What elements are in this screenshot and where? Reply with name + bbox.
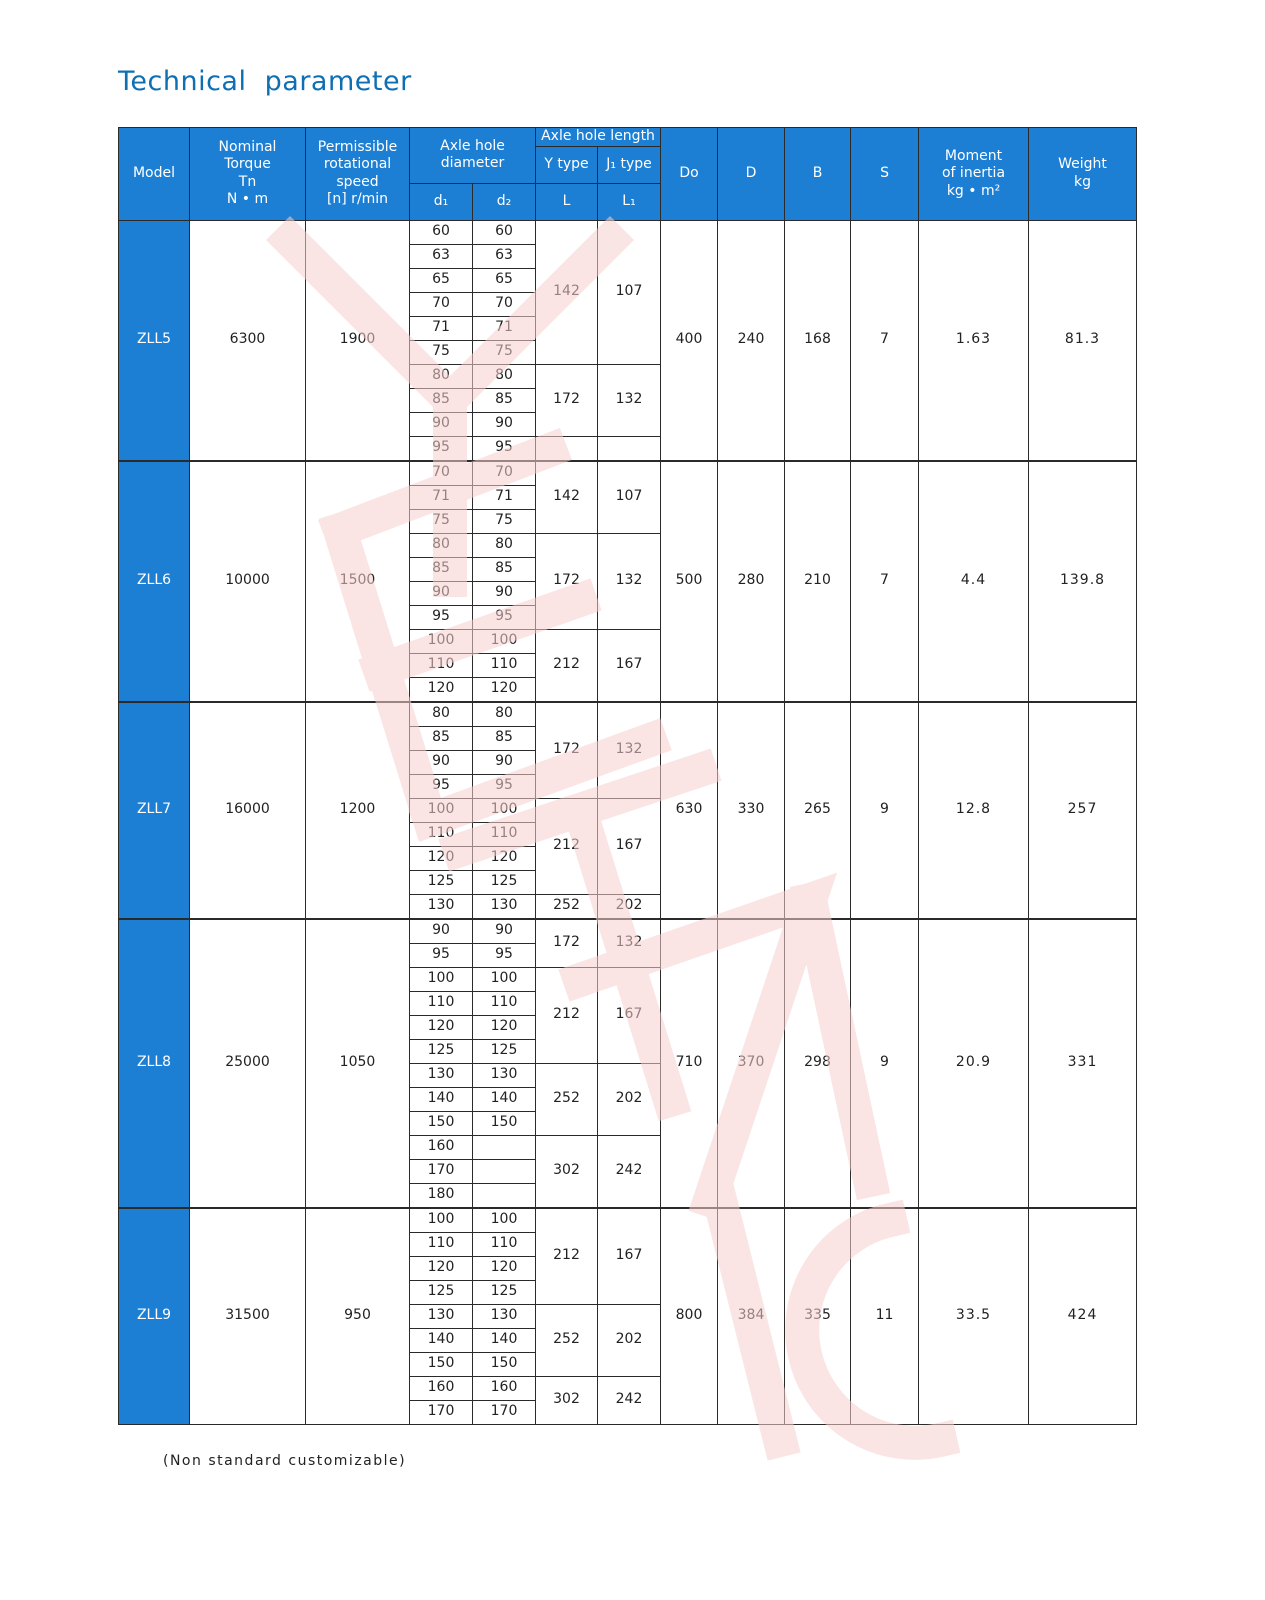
model-cell: ZLL8 (119, 919, 190, 1208)
model-cell: ZLL5 (119, 220, 190, 461)
d2-cell (473, 1183, 536, 1208)
model-cell: ZLL9 (119, 1208, 190, 1425)
d1-cell: 110 (410, 822, 473, 846)
speed-cell: 1050 (306, 919, 410, 1208)
model-cell: ZLL6 (119, 461, 190, 702)
d1-cell: 63 (410, 244, 473, 268)
header-y-type: Y type (536, 146, 598, 183)
d1-cell: 100 (410, 1208, 473, 1233)
d1-cell: 80 (410, 702, 473, 727)
weight-cell: 257 (1029, 702, 1137, 919)
header-moment-of-inertia: Moment of inertia kg • m² (919, 128, 1029, 221)
d1-cell: 90 (410, 919, 473, 944)
d2-cell: 120 (473, 1256, 536, 1280)
l1-cell: 167 (598, 967, 661, 1063)
l-cell: 252 (536, 1063, 598, 1135)
l1-cell: 242 (598, 1135, 661, 1208)
d2-cell: 71 (473, 485, 536, 509)
d1-cell: 95 (410, 774, 473, 798)
l-cell: 172 (536, 919, 598, 968)
d1-cell: 130 (410, 894, 473, 919)
d1-cell: 110 (410, 991, 473, 1015)
d2-cell: 100 (473, 967, 536, 991)
d1-cell: 120 (410, 677, 473, 702)
d1-cell: 71 (410, 485, 473, 509)
d2-cell: 95 (473, 774, 536, 798)
s-cell: 7 (851, 220, 919, 461)
d2-cell: 90 (473, 412, 536, 436)
d2-cell: 85 (473, 388, 536, 412)
torque-cell: 6300 (190, 220, 306, 461)
weight-cell: 81.3 (1029, 220, 1137, 461)
inertia-cell: 12.8 (919, 702, 1029, 919)
d1-cell: 80 (410, 533, 473, 557)
d1-cell: 125 (410, 1280, 473, 1304)
d-cell: 280 (718, 461, 785, 702)
d2-cell: 130 (473, 1304, 536, 1328)
d2-cell: 125 (473, 1280, 536, 1304)
d2-cell: 75 (473, 509, 536, 533)
l1-cell: 242 (598, 1376, 661, 1424)
d2-cell: 120 (473, 846, 536, 870)
d2-cell: 110 (473, 1232, 536, 1256)
d1-cell: 90 (410, 412, 473, 436)
d1-cell: 120 (410, 1015, 473, 1039)
table-row (119, 919, 1137, 944)
d1-cell: 85 (410, 557, 473, 581)
d1-cell: 70 (410, 292, 473, 316)
d2-cell: 125 (473, 1039, 536, 1063)
inertia-cell: 4.4 (919, 461, 1029, 702)
d2-cell: 80 (473, 702, 536, 727)
d2-cell: 85 (473, 557, 536, 581)
d1-cell: 150 (410, 1352, 473, 1376)
l-cell (536, 436, 598, 461)
do-cell: 500 (661, 461, 718, 702)
d2-cell: 140 (473, 1328, 536, 1352)
header-l1: L₁ (598, 183, 661, 220)
l-cell: 172 (536, 364, 598, 436)
d1-cell: 75 (410, 340, 473, 364)
d1-cell: 85 (410, 388, 473, 412)
d1-cell: 65 (410, 268, 473, 292)
weight-cell: 331 (1029, 919, 1137, 1208)
d-cell: 330 (718, 702, 785, 919)
l-cell: 252 (536, 1304, 598, 1376)
d2-cell: 95 (473, 605, 536, 629)
d1-cell: 125 (410, 1039, 473, 1063)
d1-cell: 90 (410, 581, 473, 605)
s-cell: 9 (851, 702, 919, 919)
d2-cell: 120 (473, 1015, 536, 1039)
d1-cell: 170 (410, 1400, 473, 1424)
speed-cell: 1200 (306, 702, 410, 919)
d2-cell: 150 (473, 1111, 536, 1135)
d1-cell: 100 (410, 798, 473, 822)
d1-cell: 180 (410, 1183, 473, 1208)
d1-cell: 140 (410, 1087, 473, 1111)
d2-cell: 160 (473, 1376, 536, 1400)
header-axle-hole-length: Axle hole length (536, 128, 661, 147)
s-cell: 9 (851, 919, 919, 1208)
l-cell: 302 (536, 1376, 598, 1424)
d2-cell: 170 (473, 1400, 536, 1424)
l1-cell: 132 (598, 702, 661, 799)
d1-cell: 130 (410, 1063, 473, 1087)
l-cell: 212 (536, 629, 598, 702)
l1-cell: 167 (598, 798, 661, 894)
d2-cell (473, 1159, 536, 1183)
d1-cell: 140 (410, 1328, 473, 1352)
torque-cell: 31500 (190, 1208, 306, 1425)
l1-cell: 132 (598, 533, 661, 629)
d2-cell: 125 (473, 870, 536, 894)
do-cell: 400 (661, 220, 718, 461)
l-cell: 142 (536, 220, 598, 364)
inertia-cell: 1.63 (919, 220, 1029, 461)
b-cell: 335 (785, 1208, 851, 1425)
header-d: D (718, 128, 785, 221)
d2-cell: 100 (473, 798, 536, 822)
d1-cell: 170 (410, 1159, 473, 1183)
torque-cell: 16000 (190, 702, 306, 919)
s-cell: 11 (851, 1208, 919, 1425)
d2-cell: 120 (473, 677, 536, 702)
do-cell: 630 (661, 702, 718, 919)
inertia-cell: 20.9 (919, 919, 1029, 1208)
b-cell: 298 (785, 919, 851, 1208)
l1-cell: 167 (598, 629, 661, 702)
d1-cell: 125 (410, 870, 473, 894)
l-cell: 172 (536, 702, 598, 799)
d2-cell: 95 (473, 943, 536, 967)
d1-cell: 95 (410, 605, 473, 629)
d2-cell: 100 (473, 629, 536, 653)
d1-cell: 110 (410, 1232, 473, 1256)
d1-cell: 150 (410, 1111, 473, 1135)
l1-cell: 202 (598, 1304, 661, 1376)
l1-cell (598, 436, 661, 461)
d2-cell: 140 (473, 1087, 536, 1111)
b-cell: 265 (785, 702, 851, 919)
footnote: (Non standard customizable) (163, 1453, 407, 1469)
d2-cell: 90 (473, 750, 536, 774)
l1-cell: 107 (598, 461, 661, 534)
l-cell: 142 (536, 461, 598, 534)
d1-cell: 71 (410, 316, 473, 340)
d2-cell: 85 (473, 726, 536, 750)
header-l: L (536, 183, 598, 220)
header-b: B (785, 128, 851, 221)
d2-cell (473, 1135, 536, 1159)
l1-cell: 202 (598, 1063, 661, 1135)
d2-cell: 80 (473, 533, 536, 557)
d2-cell: 110 (473, 991, 536, 1015)
speed-cell: 1500 (306, 461, 410, 702)
d2-cell: 80 (473, 364, 536, 388)
torque-cell: 25000 (190, 919, 306, 1208)
d2-cell: 70 (473, 292, 536, 316)
d2-cell: 75 (473, 340, 536, 364)
d1-cell: 120 (410, 846, 473, 870)
d2-cell: 70 (473, 461, 536, 486)
d2-cell: 110 (473, 822, 536, 846)
d2-cell: 90 (473, 581, 536, 605)
speed-cell: 950 (306, 1208, 410, 1425)
header-weight: Weight kg (1029, 128, 1137, 221)
weight-cell: 424 (1029, 1208, 1137, 1425)
l-cell: 212 (536, 1208, 598, 1305)
d1-cell: 100 (410, 629, 473, 653)
table-row (119, 220, 1137, 244)
weight-cell: 139.8 (1029, 461, 1137, 702)
torque-cell: 10000 (190, 461, 306, 702)
d1-cell: 110 (410, 653, 473, 677)
d2-cell: 130 (473, 894, 536, 919)
b-cell: 210 (785, 461, 851, 702)
l-cell: 252 (536, 894, 598, 919)
d1-cell: 160 (410, 1135, 473, 1159)
b-cell: 168 (785, 220, 851, 461)
d1-cell: 75 (410, 509, 473, 533)
d1-cell: 95 (410, 943, 473, 967)
do-cell: 800 (661, 1208, 718, 1425)
d2-cell: 95 (473, 436, 536, 461)
l-cell: 212 (536, 798, 598, 894)
d1-cell: 120 (410, 1256, 473, 1280)
d-cell: 240 (718, 220, 785, 461)
inertia-cell: 33.5 (919, 1208, 1029, 1425)
l-cell: 172 (536, 533, 598, 629)
d2-cell: 150 (473, 1352, 536, 1376)
model-cell: ZLL7 (119, 702, 190, 919)
table-row (119, 702, 1137, 727)
technical-parameter-table (118, 127, 1137, 1425)
d1-cell: 85 (410, 726, 473, 750)
l-cell: 302 (536, 1135, 598, 1208)
l1-cell: 132 (598, 364, 661, 436)
d2-cell: 63 (473, 244, 536, 268)
page-title: Technical parameter (118, 66, 412, 97)
header-nominal-torque: Nominal Torque Tn N • m (190, 128, 306, 221)
d2-cell: 65 (473, 268, 536, 292)
d1-cell: 95 (410, 436, 473, 461)
header-model: Model (119, 128, 190, 221)
do-cell: 710 (661, 919, 718, 1208)
l1-cell: 202 (598, 894, 661, 919)
table-row (119, 461, 1137, 486)
d2-cell: 60 (473, 220, 536, 244)
d2-cell: 130 (473, 1063, 536, 1087)
d2-cell: 100 (473, 1208, 536, 1233)
d2-cell: 71 (473, 316, 536, 340)
d2-cell: 110 (473, 653, 536, 677)
d1-cell: 60 (410, 220, 473, 244)
header-permissible-speed: Permissible rotational speed [n] r/min (306, 128, 410, 221)
l1-cell: 107 (598, 220, 661, 364)
l-cell: 212 (536, 967, 598, 1063)
header-j1-type: J₁ type (598, 146, 661, 183)
header-s: S (851, 128, 919, 221)
table-row (119, 1208, 1137, 1233)
speed-cell: 1900 (306, 220, 410, 461)
d1-cell: 90 (410, 750, 473, 774)
d1-cell: 160 (410, 1376, 473, 1400)
header-d1: d₁ (410, 183, 473, 220)
d-cell: 384 (718, 1208, 785, 1425)
header-do: Do (661, 128, 718, 221)
d1-cell: 70 (410, 461, 473, 486)
l1-cell: 132 (598, 919, 661, 968)
header-d2: d₂ (473, 183, 536, 220)
d-cell: 370 (718, 919, 785, 1208)
d2-cell: 90 (473, 919, 536, 944)
d1-cell: 100 (410, 967, 473, 991)
s-cell: 7 (851, 461, 919, 702)
l1-cell: 167 (598, 1208, 661, 1305)
d1-cell: 130 (410, 1304, 473, 1328)
d1-cell: 80 (410, 364, 473, 388)
header-axle-hole-diameter: Axle hole diameter (410, 128, 536, 184)
